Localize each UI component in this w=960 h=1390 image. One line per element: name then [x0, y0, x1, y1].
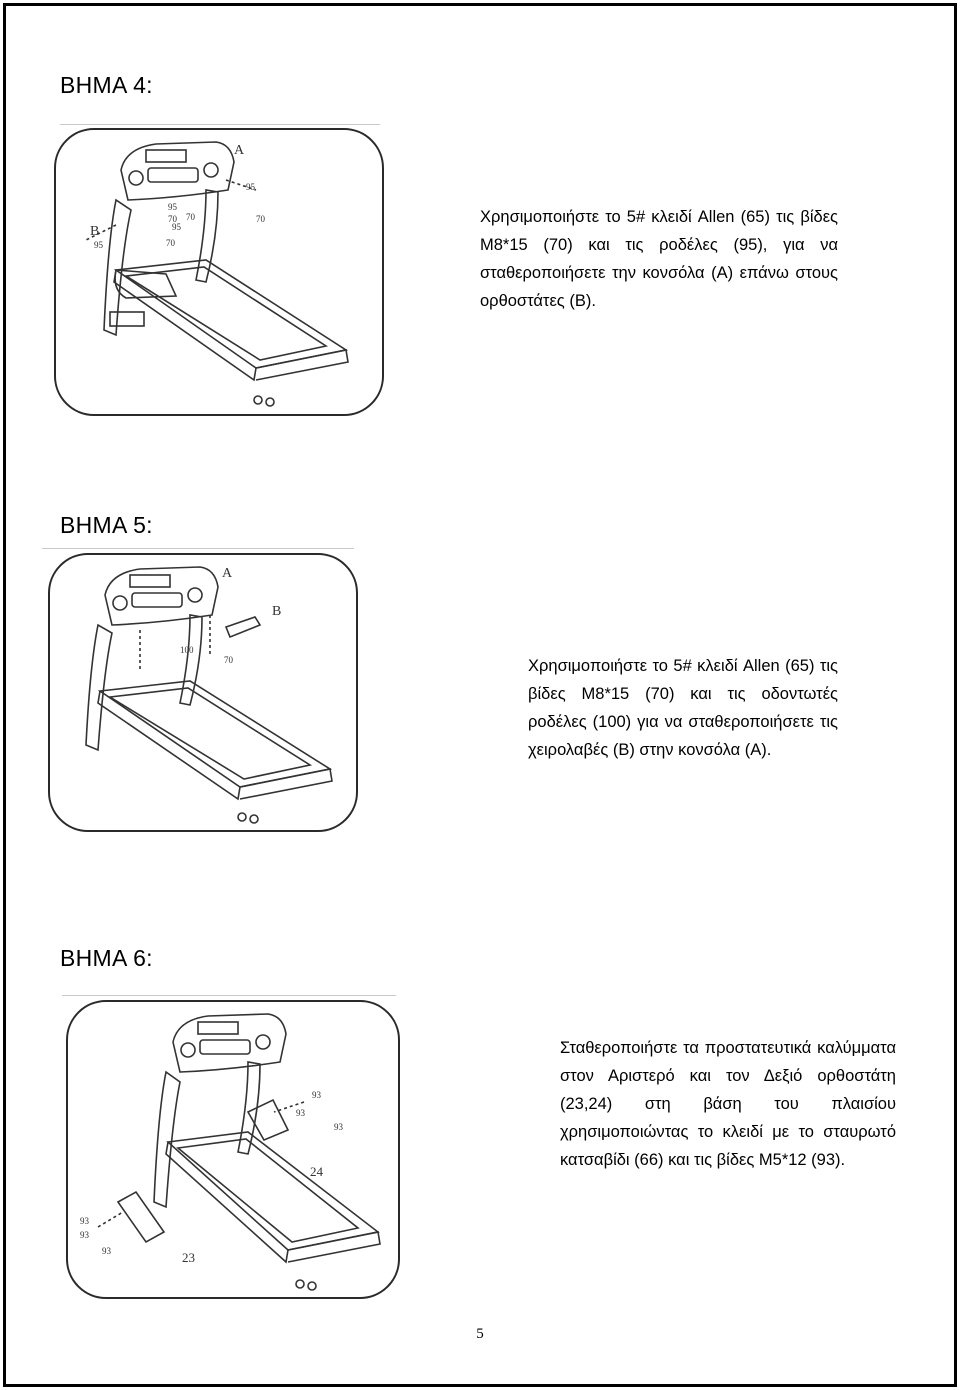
- diagram-label: A: [234, 143, 245, 158]
- diagram-label: B: [90, 224, 100, 239]
- diagram-label: 93: [312, 1090, 321, 1100]
- diagram-label: 70: [168, 214, 177, 224]
- step-6-diagram: [66, 1000, 400, 1299]
- step-5-instruction: Χρησιμοποιήστε το 5# κλειδί Allen (65) τις βίδες M8*15 (70) και τις οδοντωτές ροδέλες (100) για να σταθεροποιήσετε τις χειρολαβές (B) στην κονσόλα (A).: [528, 657, 838, 759]
- step-5-title: ΒΗΜΑ 5:: [60, 512, 153, 538]
- step-5-diagram: [48, 553, 358, 832]
- diagram-label: 95: [172, 222, 181, 232]
- diagram-label: 100: [180, 645, 194, 655]
- step-4-diagram: [54, 128, 384, 416]
- step-6-instruction: Σταθεροποιήστε τα προστατευτικά καλύμματα στον Αριστερό και τον Δεξιό ορθοστάτη (23,24) στη βάση του πλαισίου χρησιμοποιώντας το κλειδί με το σταυρωτό κατσαβίδι (66) και τις βίδες M5*12 (93).: [560, 1039, 896, 1169]
- diagram-label: 95: [94, 240, 103, 250]
- diagram-label: 95: [168, 202, 177, 212]
- diagram-label: 93: [102, 1246, 111, 1256]
- step-4-rule: [60, 124, 380, 125]
- diagram-label: B: [272, 604, 282, 619]
- page-number: 5: [476, 1326, 484, 1342]
- diagram-label: 70: [256, 214, 265, 224]
- diagram-label: 95: [246, 182, 255, 192]
- diagram-label: A: [222, 566, 233, 581]
- step-4-instruction: Χρησιμοποιήστε το 5# κλειδί Allen (65) τις βίδες M8*15 (70) και τις ροδέλες (95), για να σταθεροποιήσετε την κονσόλα (A) επάνω στους ορθοστάτες (B).: [480, 208, 838, 310]
- step-5-rule: [42, 548, 354, 549]
- step-4-title: ΒΗΜΑ 4:: [60, 72, 153, 98]
- step-6-rule: [62, 995, 396, 996]
- diagram-label: 24: [310, 1164, 323, 1179]
- diagram-label: 93: [334, 1122, 343, 1132]
- treadmill-covers-diagram: [68, 1002, 398, 1297]
- diagram-label: 93: [80, 1230, 89, 1240]
- diagram-label: 70: [224, 655, 233, 665]
- diagram-label: 70: [186, 212, 195, 222]
- diagram-label: 70: [166, 238, 175, 248]
- diagram-label: 23: [182, 1250, 195, 1265]
- diagram-label: 93: [80, 1216, 89, 1226]
- treadmill-console-diagram: [56, 130, 382, 414]
- step-6-title: ΒΗΜΑ 6:: [60, 945, 153, 971]
- diagram-label: 93: [296, 1108, 305, 1118]
- treadmill-handlebar-diagram: [50, 555, 356, 830]
